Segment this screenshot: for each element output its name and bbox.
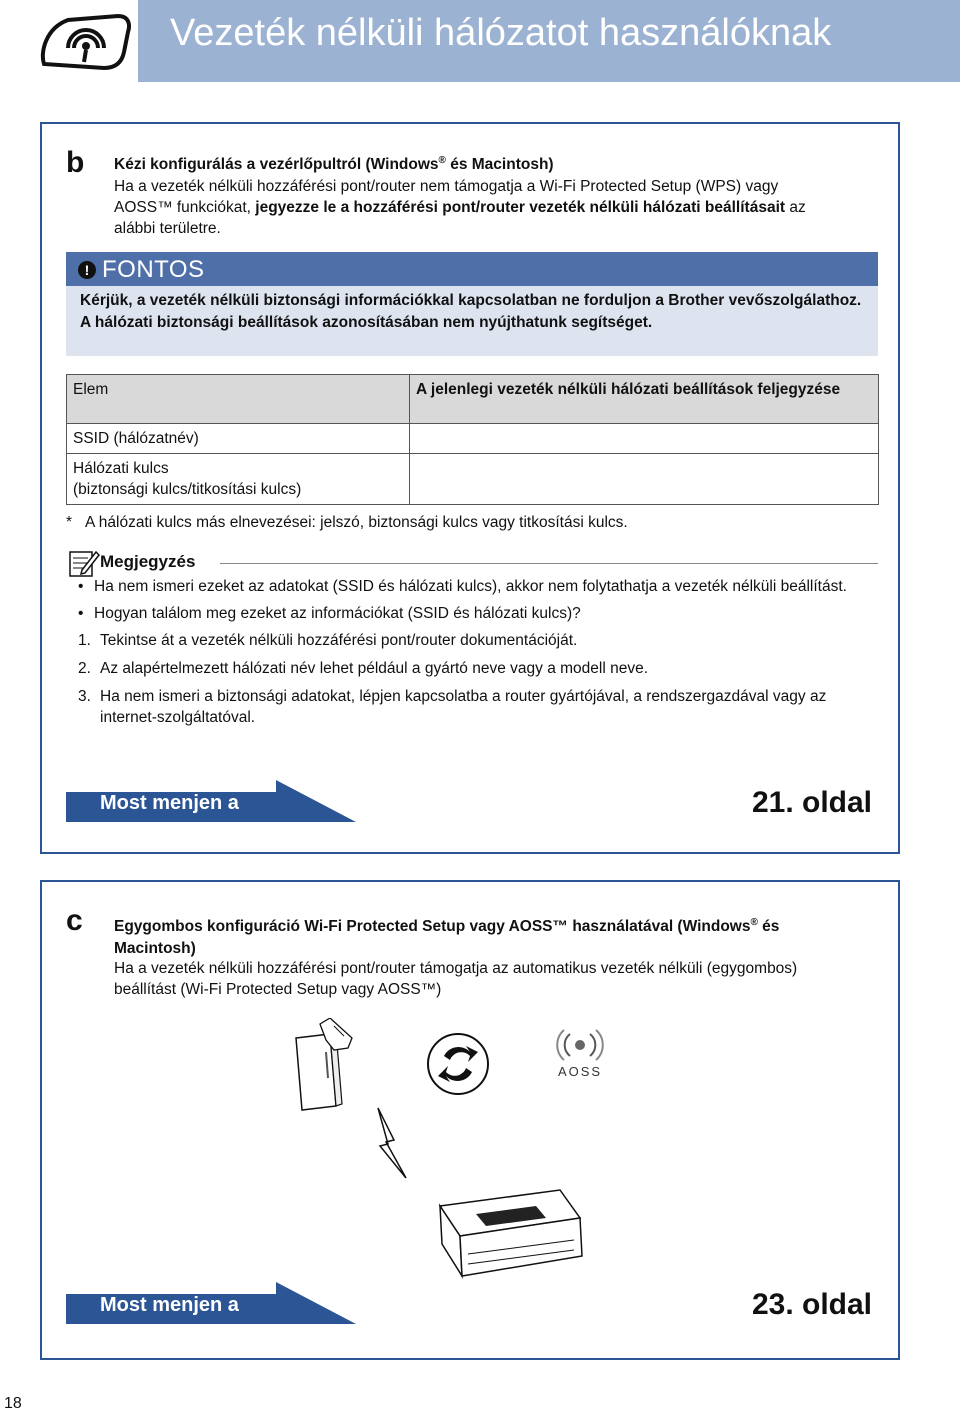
note-title: Megjegyzés [100,552,196,571]
table-row [67,424,879,454]
table-row [67,454,879,505]
note-divider [220,563,878,564]
list-item: 2. Az alapértelmezett hálózati név lehet például a gyártó neve vagy a modell neve. [78,660,649,677]
table-cell-network-key-value[interactable] [410,454,879,505]
step-letter-c: c [66,904,83,937]
note-list [78,576,868,735]
note-pencil-icon [68,548,100,578]
page-title: Vezeték nélküli hálózatot használóknak [170,12,832,54]
important-text: Kérjük, a vezeték nélküli biztonsági információkkal kapcsolatban ne forduljon a Brother vevőszolgálathoz. A hálózati biztonsági beállítások azonosításában nem nyújthatunk segítséget. [80,292,862,331]
step-letter-b: b [66,146,85,179]
svg-text:AOSS: AOSS [557,1064,603,1079]
important-box [66,252,878,356]
settings-record-table [66,374,879,505]
goto-page-link[interactable]: 21. oldal [751,786,872,819]
step-b-description: Ha a vezeték nélküli hozzáférési pont/router nem támogatja a Wi-Fi Protected Setup (WPS) vagy AOSS™ funkciókat, jegyezze le a hozzáférési pont/router vezeték nélküli hálózati beállításait az alábbi területre. [114,178,806,237]
wireless-setup-illustration [290,1018,630,1288]
list-item: • Ha nem ismeri ezeket az adatokat (SSID és hálózati kulcs), akkor nem folytathatja a vezeték nélküli beállítást. [78,578,847,595]
list-item: • Hogyan találom meg ezeket az információkat (SSID és hálózati kulcs)? [78,605,581,622]
list-item: 3. Ha nem ismeri a biztonsági adatokat, lépjen kapcsolatba a router gyártójával, a rendszergazdával vagy az internet-szolgáltatóval. [78,688,827,726]
goto-label: Most menjen a [100,1294,239,1316]
exclamation-icon: ! [78,261,96,279]
aoss-logo-icon [557,1030,603,1079]
table-cell-ssid: SSID (hálózatnév) [67,424,410,454]
table-cell-ssid-value[interactable] [410,424,879,454]
wireless-network-icon [38,12,132,74]
step-b-heading: Kézi konfigurálás a vezérlőpultról (Windows® és Macintosh) [114,155,554,174]
printer-icon [440,1190,582,1276]
table-cell-network-key: Hálózati kulcs (biztonsági kulcs/titkosítási kulcs) [67,454,410,505]
page-number: 18 [4,1395,22,1412]
goto-label: Most menjen a [100,792,239,814]
step-c-description: Ha a vezeték nélküli hozzáférési pont/router támogatja az automatikus vezeték nélküli (egygombos) beállítást (Wi-Fi Protected Setup vagy AOSS™) [114,960,798,998]
step-c-heading: Egygombos konfiguráció Wi-Fi Protected Setup vagy AOSS™ használatával (Windows® és Macintosh) [114,917,780,958]
list-item: 1. Tekintse át a vezeték nélküli hozzáférési pont/router dokumentációját. [78,632,578,649]
table-header-item: Elem [67,375,410,424]
footnote: * A hálózati kulcs más elnevezései: jelszó, biztonsági kulcs vagy titkosítási kulcs. [66,514,628,531]
wps-icon [428,1034,488,1094]
important-header [66,252,878,286]
step-b-panel [40,122,900,854]
important-label: FONTOS [102,256,205,283]
goto-page-link[interactable]: 23. oldal [751,1288,872,1321]
table-header-record: A jelenlegi vezeték nélküli hálózati beállítások feljegyzése [410,375,879,424]
lightning-icon [378,1108,406,1178]
